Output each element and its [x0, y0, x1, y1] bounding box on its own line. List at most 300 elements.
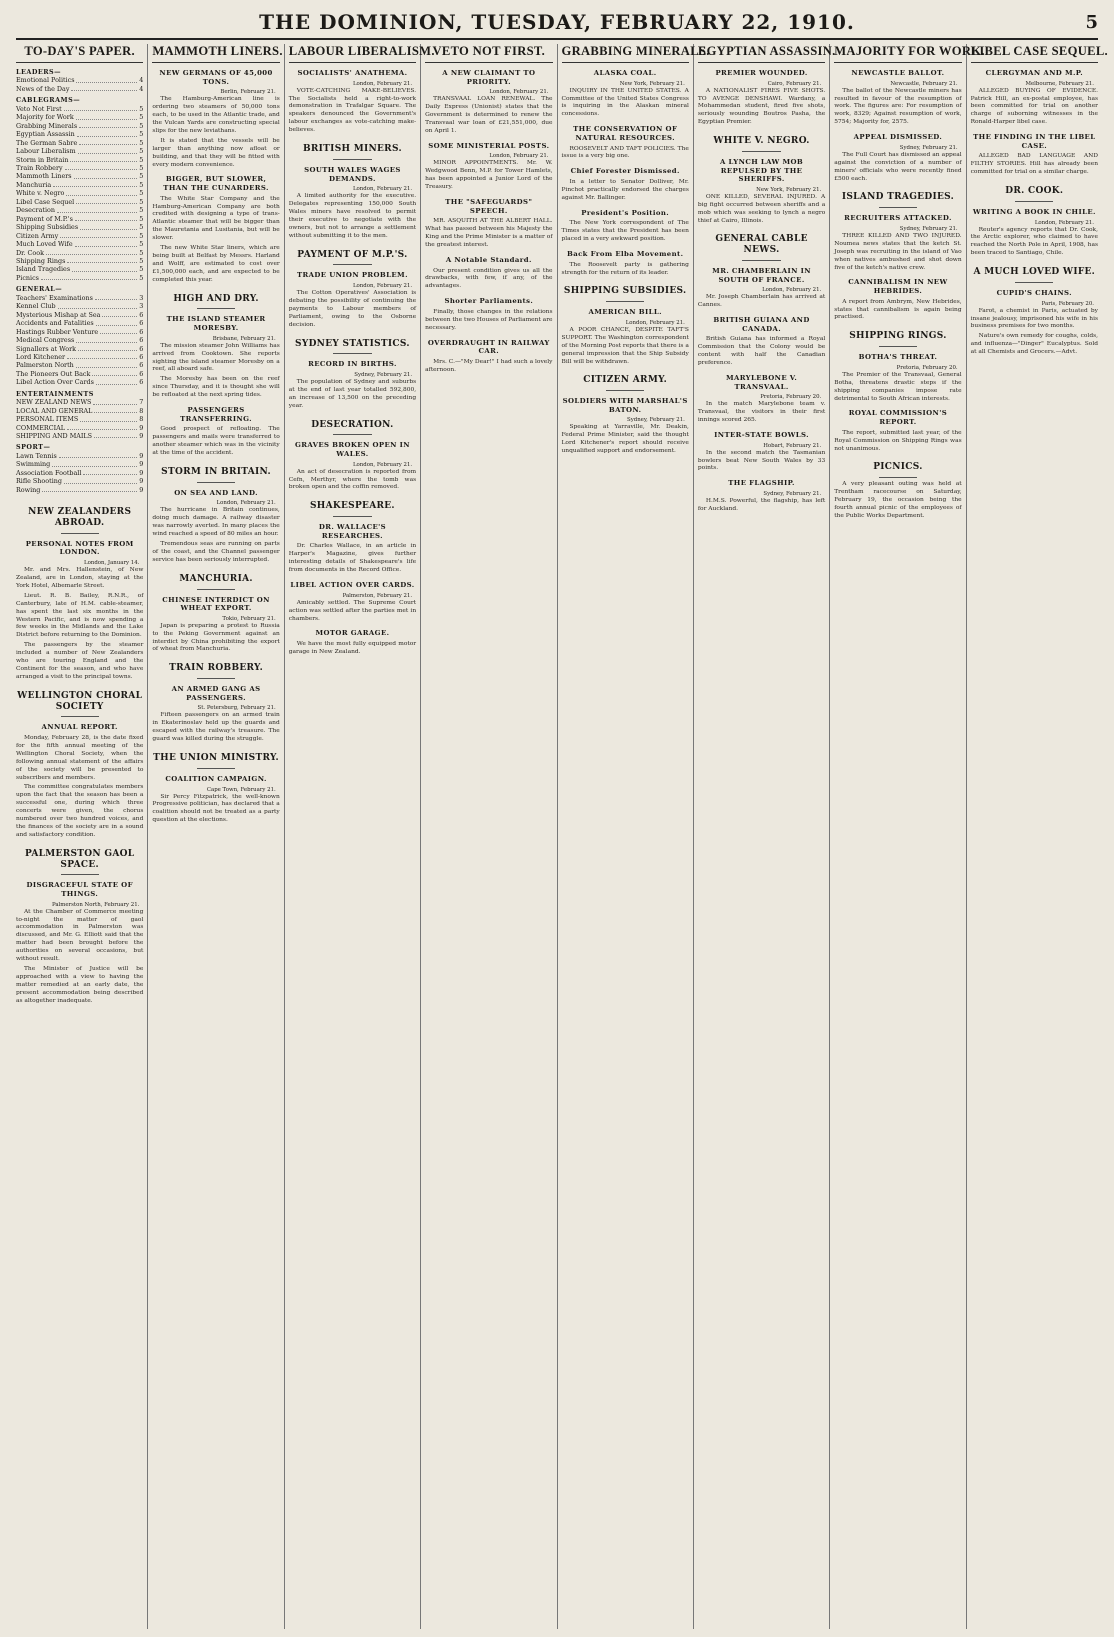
index-page: 8	[139, 415, 144, 424]
news-story	[834, 192, 961, 272]
story-dateline: Paris, February 20.	[1041, 300, 1094, 307]
divider	[606, 390, 644, 391]
news-story	[698, 234, 825, 310]
story-subhead: PREMIER WOUNDED.	[715, 69, 808, 77]
index-label: COMMERCIAL	[16, 423, 65, 432]
index-leader	[76, 361, 138, 367]
index-page: 5	[139, 265, 144, 274]
news-story	[562, 125, 689, 161]
story-subhead: BOTHA'S THREAT.	[858, 353, 938, 362]
index-label: Libel Action Over Cards	[16, 378, 94, 387]
index-leader	[41, 274, 137, 280]
contents-index	[16, 68, 143, 494]
index-leader	[42, 486, 137, 492]
story-dateline: Brisbane, February 21.	[212, 335, 276, 342]
index-entry	[16, 172, 143, 180]
index-page: 4	[139, 84, 144, 93]
story-dateline: London, February 21.	[352, 80, 413, 87]
story-dateline: New York, February 21.	[756, 186, 822, 193]
index-page: 6	[139, 319, 144, 328]
index-category: GENERAL—	[16, 285, 63, 294]
story-subhead: OVERDRAUGHT IN RAILWAY CAR.	[427, 338, 550, 356]
story-subhead: A LYNCH LAW MOB REPULSED BY THE SHERIFFS.	[719, 157, 804, 184]
index-label: Swimming	[16, 460, 51, 469]
story-paragraph: A POOR CHANCE, DESPITE TAFT'S SUPPORT. The Washington correspondent of the Morning Post reports that there is a general impression that the Ship Subsidy Bill will be withdrawn.	[561, 326, 689, 365]
index-label: Association Football	[16, 468, 82, 477]
index-page: 5	[139, 197, 144, 206]
index-page: 6	[139, 327, 144, 336]
index-leader	[60, 232, 137, 238]
divider	[61, 874, 99, 875]
index-label: Lawn Tennis	[16, 451, 57, 460]
story-dateline: Melbourne, February 21.	[1025, 80, 1094, 87]
story-subhead: THE "SAFEGUARDS" SPEECH.	[445, 198, 533, 215]
masthead-title: THE DOMINION, TUESDAY, FEBRUARY 22, 1910.	[259, 10, 855, 34]
divider	[1015, 282, 1053, 283]
index-entry	[16, 469, 143, 477]
story-paragraph: The Full Court has dismissed an appeal against the conviction of a number of miners' officials who were recently fined £500 each.	[834, 151, 962, 182]
column	[148, 44, 284, 1629]
story-subhead: MR. CHAMBERLAIN IN SOUTH OF FRANCE.	[712, 267, 811, 284]
news-story	[698, 316, 825, 368]
story-paragraph: The passengers by the steamer included a number of New Zealanders who are touring England and the Continent for the season, and who have arranged a visit to the principal towns.	[16, 642, 144, 680]
index-label: NEW ZEALAND NEWS	[16, 398, 92, 407]
story-dateline: London, February 21.	[762, 287, 822, 294]
story-subhead: RECORD IN BIRTHS.	[308, 360, 397, 369]
story-subhead: ROYAL COMMISSION'S REPORT.	[848, 409, 948, 427]
index-label: Labour Liberalism	[16, 147, 76, 156]
index-page: 5	[139, 147, 144, 156]
story-title: SHAKESPEARE.	[310, 501, 395, 512]
index-entry	[16, 378, 143, 386]
story-paragraph: Mrs. C.—"My Dear!" I had such a lovely afternoon.	[425, 358, 553, 373]
index-leader	[67, 424, 137, 430]
news-story	[289, 144, 416, 241]
news-story	[834, 462, 961, 520]
story-paragraph: The hurricane in Britain continues, doing much damage. A railway disaster was narrowly averted. In many places the wind reached a speed of 80 miles an hour.	[152, 507, 280, 538]
index-leader	[94, 432, 137, 438]
index-entry	[16, 398, 143, 406]
index-leader	[74, 172, 138, 178]
index-label: Manchuria	[16, 180, 52, 189]
story-dateline: Palmerston, February 21.	[342, 592, 413, 599]
index-label: Picnics	[16, 273, 39, 282]
index-leader	[57, 206, 137, 212]
index-entry	[16, 407, 143, 415]
index-label: Rifle Shooting	[16, 477, 62, 486]
column	[830, 44, 985, 1629]
index-leader	[67, 257, 137, 263]
story-title: WELLINGTON CHORAL SOCIETY	[17, 690, 143, 712]
news-story	[562, 167, 689, 202]
news-story	[289, 501, 416, 575]
news-story	[289, 581, 416, 623]
index-leader	[93, 398, 137, 404]
story-subhead: NEWCASTLE BALLOT.	[851, 69, 945, 77]
story-title: A MUCH LOVED WIFE.	[973, 267, 1096, 278]
story-subhead: CLERGYMAN AND M.P.	[985, 69, 1084, 77]
index-page: 5	[139, 256, 144, 265]
story-paragraph: The White Star Company and the Hamburg-American Company are both credited with designing a type of trans-Atlantic steamer that will be bigger than the Mauretania and Lusitania, but will be slower.	[152, 195, 280, 242]
news-story	[698, 431, 825, 473]
divider	[197, 308, 235, 309]
story-paragraph: Finally, those changes in the relations between the two Houses of Parliament are necessary.	[425, 308, 553, 331]
news-story	[425, 297, 552, 332]
story-paragraph: Our present condition gives us all the drawbacks, with few, if any, of the advantages.	[425, 267, 553, 290]
story-paragraph: Sir Percy Fitzpatrick, the well-known Progressive politician, has declared that a coalition should not be treated as a party question at the elections.	[152, 793, 280, 824]
story-subhead: TRADE UNION PROBLEM.	[296, 271, 408, 280]
story-title: DR. COOK.	[1005, 186, 1064, 197]
news-story	[152, 574, 279, 655]
story-dateline: Cairo, February 21.	[767, 80, 822, 87]
story-subhead: CANNIBALISM IN NEW HEBRIDES.	[848, 278, 948, 296]
index-leader	[83, 469, 137, 475]
index-page: 5	[139, 214, 144, 223]
story-subhead: MOTOR GARAGE.	[315, 629, 390, 638]
news-story	[16, 507, 143, 682]
story-paragraph: Fifteen passengers on an armed train in Ekaterinoslav held up the guards and escaped with the railway's treasure. The guard was killed during the struggle.	[152, 712, 280, 743]
story-paragraph: We have the most fully equipped motor garage in New Zealand.	[288, 641, 417, 655]
story-dateline: London, February 21.	[216, 500, 276, 507]
story-dateline: Pretoria, February 20.	[760, 394, 822, 401]
news-story	[152, 406, 279, 458]
index-leader	[80, 223, 137, 229]
news-story	[562, 250, 689, 277]
index-label: Hastings Rubber Venture	[16, 327, 99, 336]
news-story	[16, 691, 143, 840]
index-entry	[16, 274, 143, 282]
divider	[879, 477, 917, 478]
column	[967, 44, 1108, 1629]
story-dateline: Sydney, February 21.	[627, 417, 685, 424]
news-story	[562, 69, 689, 119]
index-label: Palmerston North	[16, 361, 74, 370]
news-story	[289, 420, 416, 493]
story-paragraph: The Cotton Operatives' Association is debating the possibility of continuing the payments to Labour members of Parliament, owing to the Osborne decision.	[288, 290, 417, 328]
story-subhead: WRITING A BOOK IN CHILE.	[972, 207, 1096, 216]
story-dateline: Sydney, February 21.	[354, 371, 413, 378]
page-number: 5	[1085, 12, 1098, 33]
index-label: Payment of M.P.'s	[16, 214, 73, 223]
story-title: PICNICS.	[873, 462, 923, 473]
index-leader	[94, 407, 137, 413]
news-story	[425, 69, 552, 136]
index-entry	[16, 370, 143, 378]
story-title: DESECRATION.	[311, 419, 394, 430]
story-paragraph: The Hamburg-American line is ordering two steamers of 50,000 tons each, to be used in the Atlantic trade, and the Vulcan Yards are constructing special slips for the new leviathans.	[152, 96, 280, 134]
divider	[197, 589, 235, 590]
story-dateline: St. Petersburg, February 21.	[197, 705, 276, 712]
index-leader	[66, 189, 137, 195]
story-title: TRAIN ROBBERY.	[169, 663, 264, 674]
story-subhead: PASSENGERS TRANSFERRING.	[180, 406, 252, 423]
index-label: The Pioneers Out Back	[16, 369, 91, 378]
index-entry	[16, 147, 143, 155]
index-leader	[70, 156, 137, 162]
news-story	[834, 278, 961, 322]
index-entry	[16, 240, 143, 248]
story-title: CITIZEN ARMY.	[583, 375, 668, 386]
story-subhead: INTER-STATE BOWLS.	[714, 431, 809, 440]
index-page: 5	[139, 223, 144, 232]
index-leader	[96, 319, 138, 325]
index-page: 5	[139, 180, 144, 189]
story-dateline: New York, February 21.	[619, 80, 685, 87]
story-dateline: Pretoria, February 20.	[896, 364, 958, 371]
index-label: Accidents and Fatalities	[16, 319, 94, 328]
story-dateline: Berlin, February 21.	[220, 89, 276, 96]
story-paragraph: A limited authority for the executive. Delegates representing 150,000 South Wales miners have resolved to permit their executive to negotiate with the owners, but not to arrange a settlement without submitting it to the men.	[288, 193, 417, 239]
news-story	[698, 479, 825, 513]
index-entry	[16, 215, 143, 223]
index-label: Emotional Politics	[16, 76, 75, 85]
index-entry	[16, 424, 143, 432]
index-leader	[79, 139, 137, 145]
index-entry	[16, 223, 143, 231]
story-subhead: SOME MINISTERIAL POSTS.	[428, 141, 550, 150]
news-story	[289, 339, 416, 411]
index-page: 5	[139, 113, 144, 122]
story-paragraph: The Minister of Justice will be approached with a view to having the matter remedied at an early date, the present accommodation being described as altogether inadequate.	[16, 965, 144, 1004]
story-dateline: Tokio, February 21.	[222, 615, 276, 622]
index-label: Mammoth Liners	[16, 172, 72, 181]
index-leader	[100, 328, 137, 334]
index-label: Storm in Britain	[16, 155, 69, 164]
story-subhead: SOCIALISTS' ANATHEMA.	[297, 69, 408, 77]
index-label: Veto Not First	[16, 104, 62, 113]
news-story	[698, 136, 825, 225]
index-leader	[72, 265, 137, 271]
story-title: ISLAND TRAGEDIES.	[841, 192, 955, 203]
story-subhead: DR. WALLACE'S RESEARCHES.	[318, 523, 387, 540]
story-paragraph: The Premier of the Transvaal, General Botha, threatens drastic steps if the shipping companies impose rate detrimental to South African interests.	[834, 371, 962, 402]
divider	[742, 151, 780, 152]
index-leader	[76, 198, 137, 204]
index-entry	[16, 265, 143, 273]
index-page: 5	[139, 130, 144, 139]
index-entry	[16, 122, 143, 130]
index-page: 6	[139, 336, 144, 345]
index-label: Egyptian Assassin	[16, 130, 75, 139]
story-paragraph: Tremendous seas are running on parts of the coast, and the Channel passenger service has been seriously interrupted.	[152, 540, 280, 563]
index-leader	[96, 378, 137, 384]
index-page: 9	[139, 460, 144, 469]
story-subhead: THE ISLAND STEAMER MORESBY.	[166, 315, 266, 333]
index-leader	[78, 147, 138, 153]
story-paragraph: ONE KILLED, SEVERAL INJURED. A big fight occurred between sheriffs and a mob which was seeking to lynch a negro thief at Cairo, Illinois.	[697, 193, 826, 224]
story-subhead: BRITISH GUIANA AND CANADA.	[713, 316, 810, 333]
divider	[333, 264, 371, 265]
divider	[606, 301, 644, 302]
index-page: 9	[139, 423, 144, 432]
index-entry	[16, 319, 143, 327]
index-leader	[67, 353, 137, 359]
index-label: Majority for Work	[16, 113, 74, 122]
index-entry	[16, 139, 143, 147]
story-paragraph: A report from Ambrym, New Hebrides, states that cannibalism is again being practised.	[834, 298, 962, 321]
story-title: WHITE V. NEGRO.	[713, 136, 810, 147]
index-leader	[102, 311, 137, 317]
news-story	[152, 294, 279, 400]
story-paragraph: A very pleasant outing was held at Trentham racecourse on Saturday, February 19, the occasion being the fourth annual picnic of the employees of the Public Works Department.	[834, 481, 962, 519]
story-paragraph: Nature's own remedy for coughs, colds, and influenza—"Dinger" Eucalyptus. Sold at all Chemists and Grocers.—Advt.	[970, 333, 1098, 356]
divider	[742, 260, 780, 261]
story-paragraph: The New York correspondent of The Times states that the President has been placed in a very awkward position.	[561, 220, 689, 243]
story-dateline: London, February 21.	[1034, 219, 1094, 226]
story-subhead: NEW GERMANS OF 45,000 TONS.	[159, 69, 273, 86]
column-headline: MAJORITY FOR WORK.	[834, 44, 961, 63]
story-dateline: Palmerston North, February 21.	[51, 901, 140, 908]
index-leader	[64, 105, 138, 111]
divider	[879, 346, 917, 347]
index-leader	[95, 294, 137, 300]
story-dateline: London, February 21.	[352, 461, 413, 468]
index-page: 5	[139, 248, 144, 257]
column-headline: LIBEL CASE SEQUEL.	[971, 44, 1098, 63]
news-story	[562, 209, 689, 244]
story-paragraph: Mr. and Mrs. Hallenstein, of New Zealand, are in London, staying at the York Hotel, Albemarle Street.	[16, 567, 144, 589]
news-story	[698, 374, 825, 425]
story-subhead: A NEW CLAIMANT TO PRIORITY.	[442, 69, 536, 86]
story-subhead: GRAVES BROKEN OPEN IN WALES.	[294, 441, 410, 459]
index-leader	[52, 460, 137, 466]
story-paragraph: The report, submitted last year, of the Royal Commission on Shipping Rings was not unanimous.	[834, 429, 962, 452]
index-label: Kennel Club	[16, 302, 56, 311]
index-page: 5	[139, 121, 144, 130]
news-story	[698, 69, 825, 127]
story-paragraph: The mission steamer John Williams has arrived from Cooktown. She reports sighting the island steamer Moresby on a reef, all aboard safe.	[152, 342, 280, 373]
index-entry	[16, 181, 143, 189]
index-category: LEADERS—	[16, 68, 62, 76]
index-page: 9	[139, 485, 144, 494]
story-paragraph: The population of Sydney and suburbs at the end of last year totalled 592,800, an increase of 13,500 on the preceding year.	[288, 378, 417, 409]
index-label: Teachers' Examinations	[16, 293, 93, 302]
story-paragraph: THREE KILLED AND TWO INJURED. Noumea news states that the ketch St. Joseph was recruiting in the island of Vao when natives ambushed and shot down five of the ketch's native crew.	[834, 232, 962, 271]
story-paragraph: Japan is preparing a protest to Russia to the Peking Government against an interdict by China prohibiting the export of wheat from Manchuria.	[152, 622, 280, 653]
story-paragraph: The committee congratulates members upon the fact that the season has been a successful one, during which three concerts were given, the chorus numbered over two hundred voices, and the finances of the society are in a sound and satisfactory condition.	[16, 784, 144, 838]
news-story	[834, 409, 961, 453]
news-story	[425, 256, 552, 291]
story-subhead: SOUTH WALES WAGES DEMANDS.	[304, 165, 401, 183]
news-story	[16, 849, 143, 1006]
story-title: PAYMENT OF M.P.'S.	[297, 249, 408, 260]
story-subhead: CHINESE INTERDICT ON WHEAT EXPORT.	[162, 595, 270, 613]
story-paragraph: An act of desecration is reported from Cefn, Merthyr, where the tomb was broken open and the coffin removed.	[288, 468, 417, 491]
index-page: 6	[139, 344, 144, 353]
spacer	[16, 494, 143, 498]
story-dateline: London, January 14.	[84, 560, 140, 567]
index-page: 3	[139, 302, 144, 311]
story-dateline: Sydney, February 21.	[899, 144, 958, 151]
index-page: 8	[139, 406, 144, 415]
story-subhead: APPEAL DISMISSED.	[853, 133, 943, 142]
story-dateline: Cape Town, February 21.	[206, 786, 276, 793]
divider	[61, 533, 99, 534]
story-subhead: THE FLAGSHIP.	[728, 479, 795, 488]
story-paragraph: In the second match the Tasmanian bowlers beat New South Wales by 33 points.	[697, 449, 826, 472]
story-title: STORM IN BRITAIN.	[161, 466, 271, 477]
index-entry	[16, 232, 143, 240]
divider	[197, 482, 235, 483]
index-category: SPORT—	[16, 443, 51, 452]
index-leader	[79, 122, 137, 128]
story-subhead: Shorter Parliaments.	[444, 297, 534, 306]
story-title: PALMERSTON GAOL SPACE.	[24, 848, 135, 870]
news-story	[971, 133, 1098, 177]
index-entry	[16, 361, 143, 369]
story-paragraph: MINOR APPOINTMENTS. Mr. W. Wedgwood Benn, M.P. for Tower Hamlets, has been appointed a Junior Lord of the Treasury.	[425, 160, 553, 191]
story-dateline: London, February 21.	[489, 89, 549, 96]
newspaper-columns	[16, 44, 1108, 1629]
index-entry	[16, 311, 143, 319]
story-subhead: AN ARMED GANG AS PASSENGERS.	[171, 685, 261, 702]
news-story	[289, 629, 416, 656]
story-title: MANCHURIA.	[179, 573, 253, 584]
story-paragraph: ROOSEVELT AND TAFT POLICIES. The issue is a very big one.	[561, 145, 689, 160]
news-story	[152, 753, 279, 825]
story-subhead: LIBEL ACTION OVER CARDS.	[290, 581, 415, 590]
index-page: 5	[139, 231, 144, 240]
index-page: 5	[139, 273, 144, 282]
story-dateline: Sydney, February 21.	[899, 225, 958, 232]
index-label: The German Sabre	[16, 138, 78, 147]
index-leader	[65, 164, 138, 170]
index-entry	[16, 460, 143, 468]
index-entry	[16, 294, 143, 302]
index-entry	[16, 302, 143, 310]
story-title: NEW ZEALANDERS ABROAD.	[28, 507, 132, 528]
story-subhead: A Notable Standard.	[445, 255, 532, 264]
story-subhead: BIGGER, BUT SLOWER, THAN THE CUNARDERS.	[163, 175, 269, 193]
story-subhead: CUPID'S CHAINS.	[996, 289, 1072, 297]
index-leader	[77, 130, 138, 136]
index-page: 6	[139, 361, 144, 370]
index-entry	[16, 105, 143, 113]
divider	[879, 207, 917, 208]
news-story	[289, 250, 416, 330]
story-paragraph: It is stated that the vessels will be larger than anything now afloat or building, and that they will be fitted with every modern convenience.	[152, 137, 280, 168]
index-page: 7	[139, 398, 144, 407]
news-story	[834, 331, 961, 403]
divider	[333, 159, 371, 160]
index-entry	[16, 477, 143, 485]
index-leader	[92, 370, 137, 376]
index-label: Shipping Subsidies	[16, 223, 79, 232]
index-label: Mysterious Mishap at Sea	[16, 310, 101, 319]
news-story	[562, 375, 689, 456]
index-page: 9	[139, 432, 144, 441]
index-entry	[16, 353, 143, 361]
news-story	[425, 198, 552, 250]
story-paragraph: In a letter to Senator Dolliver, Mr. Pinchot practically endorsed the charges against Mr. Ballinger.	[561, 178, 689, 201]
index-entry	[16, 328, 143, 336]
story-subhead: MARYLEBONE V. TRANSVAAL.	[725, 374, 798, 391]
news-story	[152, 467, 279, 565]
news-story	[152, 663, 279, 744]
index-page: 5	[139, 206, 144, 215]
news-story	[152, 69, 279, 169]
index-leader	[71, 85, 137, 91]
divider	[61, 716, 99, 717]
index-leader	[46, 249, 137, 255]
story-subhead: COALITION CAMPAIGN.	[165, 774, 267, 783]
index-page: 5	[139, 189, 144, 198]
divider	[333, 516, 371, 517]
story-title: HIGH AND DRY.	[173, 293, 259, 304]
index-label: Grabbing Minerals	[16, 121, 78, 130]
index-page: 5	[139, 155, 144, 164]
index-entry	[16, 189, 143, 197]
